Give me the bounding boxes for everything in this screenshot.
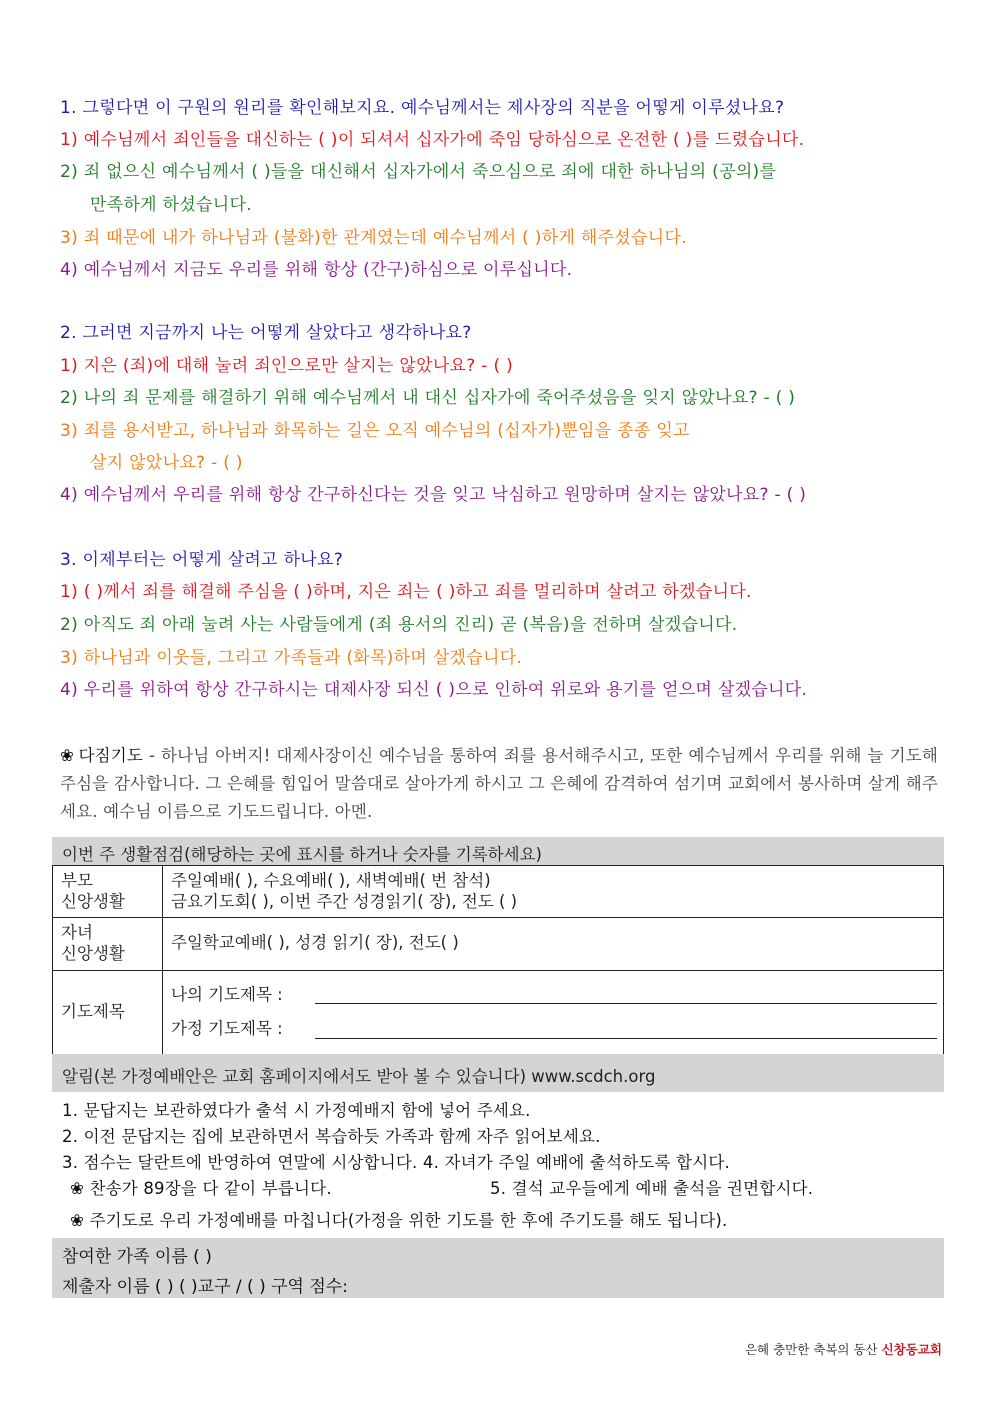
prayer-label: 다짐기도 xyxy=(78,746,144,765)
table-divider xyxy=(162,866,163,1054)
footer xyxy=(745,1340,942,1358)
checklist-header-text: 이번 주 생활점검(해당하는 곳에 표시를 하거나 숫자를 기록하세요) xyxy=(62,845,542,864)
family-prayer-input-line[interactable] xyxy=(315,1038,937,1039)
my-prayer-label: 나의 기도제목 : xyxy=(171,985,283,1004)
table-row-line xyxy=(53,917,943,918)
section2-item-2: 2) 나의 죄 문제를 해결하기 위해 예수님께서 내 대신 십자가에 죽어주셨음을 잊지 않았나요? - ( ) xyxy=(60,388,796,408)
notice-item-5: 5. 결석 교우들에게 예배 출석을 권면합시다. xyxy=(490,1179,814,1198)
prayer-text: - 하나님 아버지! 대제사장이신 예수님을 통하여 죄를 용서해주시고, 또한 예수님께서 우리를 위해 늘 기도해 주심을 감사합니다. 그 은혜를 힘입어 말씀대로 살아가게 하시고 그 은혜에 감격하여 섬기며 교회에서 봉사하며 살게 해주세요. 예수님 이름으로 기도드립니다. 아멘. xyxy=(60,746,938,821)
commitment-prayer xyxy=(60,742,938,826)
section1-title: 1. 그렇다면 이 구원의 원리를 확인해보지요. 예수님께서는 제사장의 직분을 어떻게 이루셨나요? xyxy=(60,98,785,118)
notice-header-text: 알림(본 가정예배안은 교회 홈페이지에서도 받아 볼 수 있습니다) www.scdch.org xyxy=(62,1067,656,1086)
parents-prayer-line[interactable]: 금요기도회( ), 이번 주간 성경읽기( 장), 전도 ( ) xyxy=(171,892,518,911)
prayer-topics-label: 기도제목 xyxy=(61,1002,125,1021)
table-row-line xyxy=(53,970,943,971)
section3-item-1: 1) ( )께서 죄를 해결해 주심을 ( )하며, 지은 죄는 ( )하고 죄를 멀리하며 살려고 하겠습니다. xyxy=(60,582,752,602)
section3-item-3: 3) 하나님과 이웃들, 그리고 가족들과 (화목)하며 살겠습니다. xyxy=(60,648,523,668)
checklist-table xyxy=(52,865,944,1055)
children-label-2: 신앙생활 xyxy=(61,944,125,963)
section1-item-1: 1) 예수님께서 죄인들을 대신하는 ( )이 되셔서 십자가에 죽임 당하심으로 온전한 ( )를 드렸습니다. xyxy=(60,130,805,150)
parents-label-2: 신앙생활 xyxy=(61,892,125,911)
notice-item-2: 2. 이전 문답지는 집에 보관하면서 복습하듯 가족과 함께 자주 읽어보세요. xyxy=(62,1127,601,1146)
submitter-field[interactable]: 제출자 이름 ( ) ( )교구 / ( ) 구역 점수: xyxy=(62,1277,348,1297)
section2-item-4: 4) 예수님께서 우리를 위해 항상 간구하신다는 것을 잊고 낙심하고 원망하며 살지는 않았나요? - ( ) xyxy=(60,485,807,505)
section3-item-2: 2) 아직도 죄 아래 눌려 사는 사람들에게 (죄 용서의 진리) 곧 (복음)을 전하며 살겠습니다. xyxy=(60,615,738,635)
church-name: 신창동교회 xyxy=(881,1342,942,1357)
section1-item-4: 4) 예수님께서 지금도 우리를 위해 항상 (간구)하심으로 이루십니다. xyxy=(60,260,573,280)
family-prayer-label: 가정 기도제목 : xyxy=(171,1019,283,1038)
notice-header xyxy=(52,1054,944,1092)
participants-box xyxy=(52,1238,944,1298)
notice-item-3: 3. 점수는 달란트에 반영하여 연말에 시상합니다. 4. 자녀가 주일 예배에 출석하도록 합시다. xyxy=(62,1153,730,1172)
section2-item-3-cont: 살지 않았나요? - ( ) xyxy=(90,453,243,473)
parents-label-1: 부모 xyxy=(61,871,93,890)
my-prayer-input-line[interactable] xyxy=(315,1003,937,1004)
flower-icon: ❀ xyxy=(60,746,75,765)
children-worship-line[interactable]: 주일학교예배( ), 성경 읽기( 장), 전도( ) xyxy=(171,933,459,952)
section3-item-4: 4) 우리를 위하여 항상 간구하시는 대제사장 되신 ( )으로 인하여 위로와 용기를 얻으며 살겠습니다. xyxy=(60,680,808,700)
footer-slogan: 은혜 충만한 축복의 동산 xyxy=(744,1342,882,1357)
section2-item-1: 1) 지은 (죄)에 대해 눌려 죄인으로만 살지는 않았나요? - ( ) xyxy=(60,356,514,376)
notice-item-1: 1. 문답지는 보관하였다가 출석 시 가정예배지 함에 넣어 주세요. xyxy=(62,1101,531,1120)
section1-item-3: 3) 죄 때문에 내가 하나님과 (불화)한 관계였는데 예수님께서 ( )하게 해주셨습니다. xyxy=(60,228,687,248)
section2-title: 2. 그러면 지금까지 나는 어떻게 살았다고 생각하나요? xyxy=(60,323,472,343)
parents-worship-line[interactable]: 주일예배( ), 수요예배( ), 새벽예배( 번 참석) xyxy=(171,871,491,890)
section1-item-2: 2) 죄 없으신 예수님께서 ( )들을 대신해서 십자가에서 죽으심으로 죄에 대한 하나님의 (공의)를 xyxy=(60,162,777,182)
closing-notice: ❀ 주기도로 우리 가정예배를 마칩니다(가정을 위한 기도를 한 후에 주기도를 해도 됩니다). xyxy=(70,1211,728,1230)
section2-item-3: 3) 죄를 용서받고, 하나님과 화목하는 길은 오직 예수님의 (십자가)뿐임을 종종 잊고 xyxy=(60,421,690,441)
family-names-field[interactable]: 참여한 가족 이름 ( ) xyxy=(62,1247,212,1267)
section1-item-2-cont: 만족하게 하셨습니다. xyxy=(90,195,252,215)
hymn-notice: ❀ 찬송가 89장을 다 같이 부릅니다. xyxy=(70,1179,332,1198)
children-label-1: 자녀 xyxy=(61,923,93,942)
section3-title: 3. 이제부터는 어떻게 살려고 하나요? xyxy=(60,550,344,570)
checklist-header xyxy=(52,837,944,865)
